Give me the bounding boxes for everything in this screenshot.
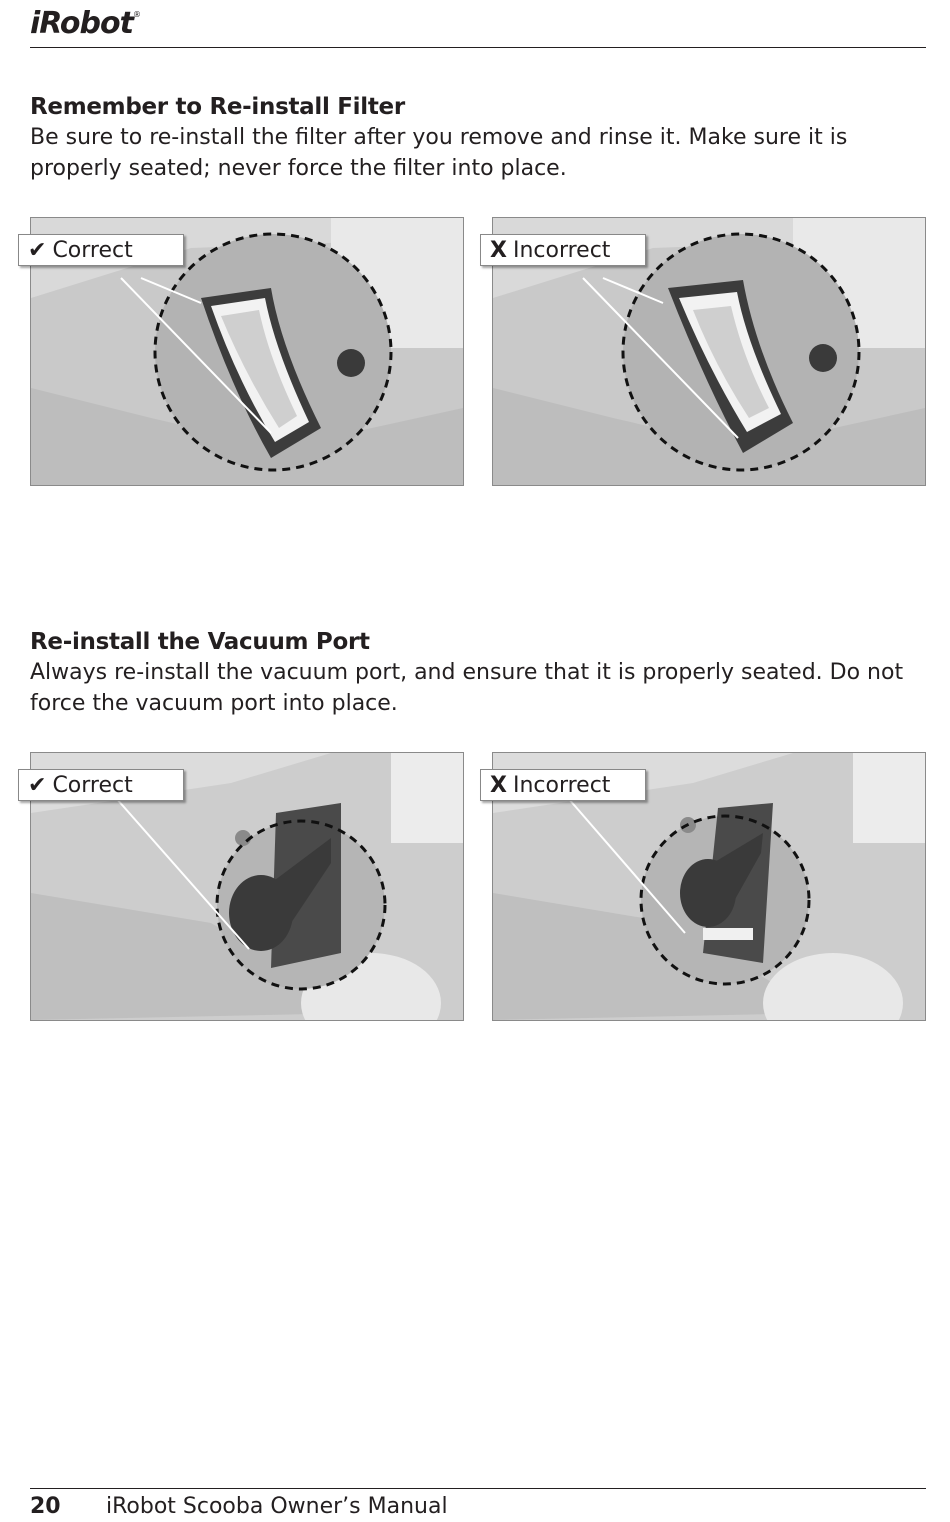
irobot-logo: iRobot® [30,6,140,41]
vacuum-port-section [30,627,926,719]
x-icon: X [490,238,507,263]
filter-section [30,92,926,184]
footer-rule [30,1488,926,1489]
correct-label: ✔ Correct [18,769,184,801]
incorrect-label: X Incorrect [480,234,646,266]
manual-title: iRobot Scooba Owner’s Manual [106,1494,448,1519]
x-icon: X [490,773,507,798]
vacuum-port-section-title: Re-install the Vacuum Port [30,629,370,655]
incorrect-label: X Incorrect [480,769,646,801]
check-icon: ✔ [28,238,47,263]
header-rule [30,47,926,48]
correct-label: ✔ Correct [18,234,184,266]
check-icon: ✔ [28,773,47,798]
filter-section-title: Remember to Re-install Filter [30,94,405,120]
page-number: 20 [30,1494,61,1519]
vacuum-port-section-body: Always re-install the vacuum port, and ensure that it is properly seated. Do not force the vacuum port into place. [30,660,904,716]
filter-section-body: Be sure to re-install the filter after you remove and rinse it. Make sure it is properly seated; never force the filter into place. [30,125,848,181]
